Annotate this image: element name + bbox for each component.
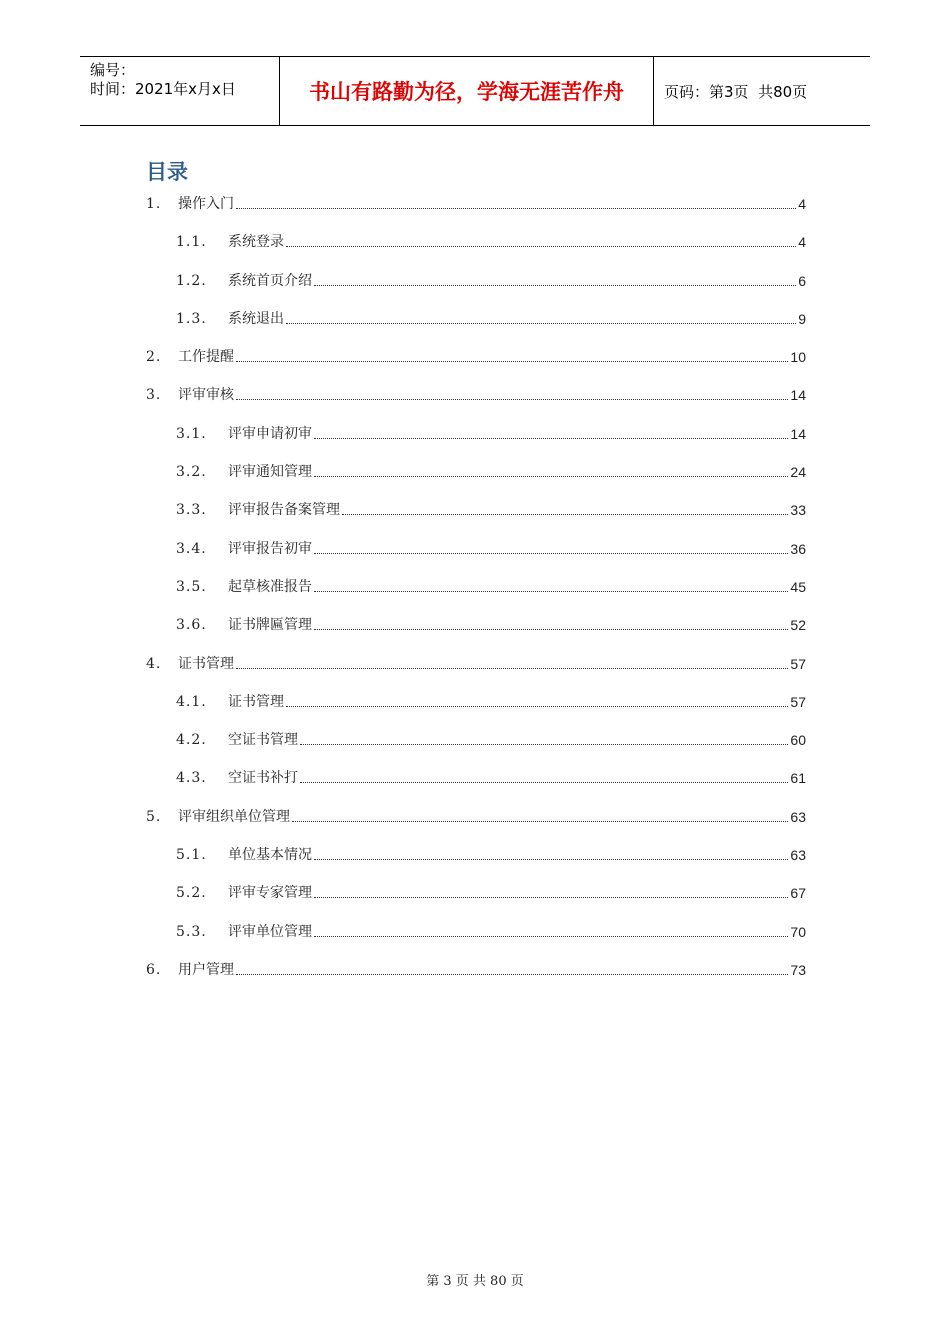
toc-entry[interactable] xyxy=(146,845,806,883)
toc-entry-page: 60 xyxy=(790,732,806,749)
toc-title: 目录 xyxy=(146,160,188,184)
toc-entry-page: 4 xyxy=(798,196,806,212)
toc-entry[interactable] xyxy=(146,424,806,462)
toc-entry-page: 36 xyxy=(790,540,806,557)
toc-dot-leader xyxy=(314,577,788,592)
toc-entry-number: 3.6. xyxy=(176,617,207,634)
toc-entry-title: 证书管理 xyxy=(178,655,234,672)
toc-dot-leader xyxy=(286,232,796,247)
toc-entry-title: 系统登录 xyxy=(228,234,284,251)
toc-entry-title: 证书牌匾管理 xyxy=(228,617,312,634)
toc-entry-page: 14 xyxy=(790,387,806,404)
toc-entry-number: 2. xyxy=(146,349,162,366)
toc-dot-leader xyxy=(286,309,796,324)
toc-entry-number: 1.2. xyxy=(176,272,207,289)
toc-entry-page: 6 xyxy=(798,272,806,289)
toc-entry-title: 评审通知管理 xyxy=(228,464,312,481)
toc-entry-number: 4.2. xyxy=(176,732,207,749)
toc-list xyxy=(146,194,806,998)
toc-entry-number: 5.2. xyxy=(176,885,207,902)
toc-entry-number: 5. xyxy=(146,808,162,825)
toc-dot-leader xyxy=(236,960,788,975)
toc-entry[interactable] xyxy=(146,922,806,960)
toc-entry-page: 73 xyxy=(790,961,806,978)
toc-dot-leader xyxy=(314,539,788,554)
toc-dot-leader xyxy=(292,807,788,822)
toc-entry-number: 4. xyxy=(146,655,162,672)
toc-entry-number: 3. xyxy=(146,387,162,404)
toc-entry-title: 评审申请初审 xyxy=(228,425,312,442)
toc-entry-page: 9 xyxy=(798,310,806,327)
toc-entry-page: 4 xyxy=(798,234,806,251)
toc-entry[interactable] xyxy=(146,194,806,232)
toc-entry-title: 评审专家管理 xyxy=(228,885,312,902)
toc-entry-page: 61 xyxy=(790,770,806,787)
toc-dot-leader xyxy=(342,500,788,515)
page-info-text: 页码：第3页 共80页 xyxy=(664,82,808,101)
toc-entry-page: 57 xyxy=(790,693,806,710)
toc-entry-number: 1.3. xyxy=(176,310,207,327)
toc-entry-title: 评审单位管理 xyxy=(228,923,312,940)
toc-entry-number: 1. xyxy=(146,196,162,212)
toc-entry-page: 57 xyxy=(790,655,806,672)
toc-entry-number: 3.1. xyxy=(176,425,207,442)
toc-entry[interactable] xyxy=(146,271,806,309)
toc-entry-page: 14 xyxy=(790,425,806,442)
toc-entry[interactable] xyxy=(146,692,806,730)
header-meta xyxy=(80,57,280,125)
toc-entry-page: 67 xyxy=(790,885,806,902)
page-footer: 第 3 页 共 80 页 xyxy=(426,1274,524,1289)
toc-entry-title: 空证书补打 xyxy=(228,770,298,787)
toc-entry[interactable] xyxy=(146,577,806,615)
toc-entry-number: 1.1. xyxy=(176,234,207,251)
page-header xyxy=(80,56,870,126)
toc-dot-leader xyxy=(236,347,788,362)
toc-dot-leader xyxy=(314,883,788,898)
toc-entry-title: 系统退出 xyxy=(228,310,284,327)
toc-entry[interactable] xyxy=(146,807,806,845)
header-page-info xyxy=(654,57,870,125)
toc-entry-number: 4.1. xyxy=(176,693,207,710)
toc-dot-leader xyxy=(236,385,788,400)
toc-entry[interactable] xyxy=(146,309,806,347)
toc-entry-number: 5.3. xyxy=(176,923,207,940)
toc-entry-page: 63 xyxy=(790,808,806,825)
toc-entry[interactable] xyxy=(146,347,806,385)
toc-entry-number: 3.5. xyxy=(176,578,207,595)
toc-entry[interactable] xyxy=(146,768,806,806)
toc-entry-title: 评审报告备案管理 xyxy=(228,502,340,519)
toc-entry-number: 3.2. xyxy=(176,464,207,481)
toc-entry[interactable] xyxy=(146,539,806,577)
toc-entry[interactable] xyxy=(146,500,806,538)
toc-entry-title: 空证书管理 xyxy=(228,732,298,749)
toc-entry-number: 3.3. xyxy=(176,502,207,519)
toc-entry-page: 63 xyxy=(790,847,806,864)
toc-entry[interactable] xyxy=(146,960,806,998)
toc-entry[interactable] xyxy=(146,730,806,768)
toc-entry[interactable] xyxy=(146,232,806,270)
code-label: 编号： xyxy=(90,61,136,79)
toc-entry-page: 52 xyxy=(790,617,806,634)
toc-entry-title: 评审审核 xyxy=(178,387,234,404)
toc-entry-title: 系统首页介绍 xyxy=(228,272,312,289)
toc-entry-number: 3.4. xyxy=(176,540,207,557)
toc-entry-title: 工作提醒 xyxy=(178,349,234,366)
toc-entry[interactable] xyxy=(146,385,806,423)
toc-entry[interactable] xyxy=(146,654,806,692)
toc-entry-page: 45 xyxy=(790,578,806,595)
toc-dot-leader xyxy=(314,271,796,286)
toc-entry-title: 评审报告初审 xyxy=(228,540,312,557)
time-label: 时间：2021年x月x日 xyxy=(90,80,236,98)
toc-entry-number: 6. xyxy=(146,961,162,978)
toc-dot-leader xyxy=(314,845,788,860)
toc-dot-leader xyxy=(314,922,788,937)
toc-dot-leader xyxy=(314,462,788,477)
toc-dot-leader xyxy=(300,768,788,783)
toc-entry-title: 评审组织单位管理 xyxy=(178,808,290,825)
toc-entry-title: 单位基本情况 xyxy=(228,847,312,864)
toc-entry-page: 33 xyxy=(790,502,806,519)
toc-dot-leader xyxy=(236,194,796,209)
toc-entry-title: 证书管理 xyxy=(228,693,284,710)
toc-dot-leader xyxy=(314,615,788,630)
toc-entry-page: 70 xyxy=(790,923,806,940)
header-motto: 书山有路勤为径，学海无涯苦作舟 xyxy=(280,57,654,125)
toc-entry-number: 4.3. xyxy=(176,770,207,787)
toc-entry[interactable] xyxy=(146,462,806,500)
toc-dot-leader xyxy=(286,692,788,707)
toc-entry-page: 10 xyxy=(790,349,806,366)
toc-dot-leader xyxy=(236,654,788,669)
toc-entry-page: 24 xyxy=(790,464,806,481)
toc-entry-title: 操作入门 xyxy=(178,196,234,212)
toc-entry[interactable] xyxy=(146,615,806,653)
toc-entry-title: 用户管理 xyxy=(178,961,234,978)
toc-entry-title: 起草核准报告 xyxy=(228,578,312,595)
toc-dot-leader xyxy=(300,730,788,745)
toc-entry-number: 5.1. xyxy=(176,847,207,864)
toc-dot-leader xyxy=(314,424,788,439)
toc-entry[interactable] xyxy=(146,883,806,921)
